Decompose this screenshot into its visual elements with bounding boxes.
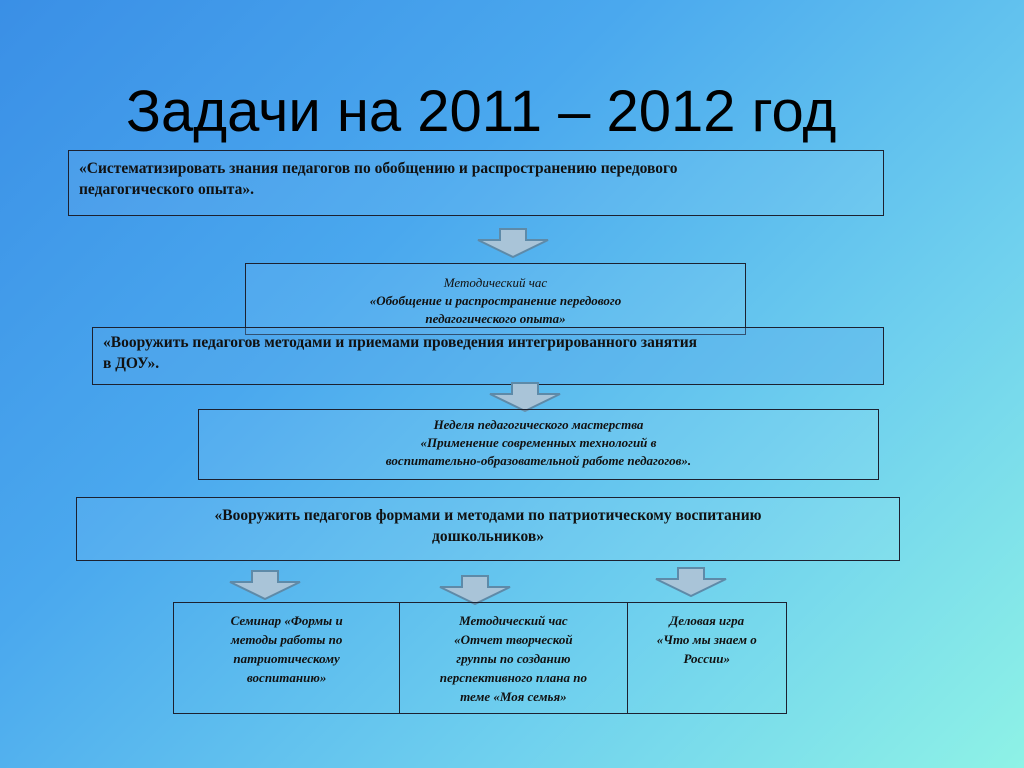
down-arrow-icon (438, 575, 512, 605)
down-arrow-icon (228, 570, 302, 600)
cell-line: теме «Моя семья» (460, 689, 567, 704)
event-box-2 (198, 409, 879, 480)
event-1-line-2: «Обобщение и распространение передового (369, 293, 622, 308)
cell-line: Деловая игра (669, 613, 745, 628)
event-1-line-3: педагогического опыта» (425, 311, 566, 326)
event-2-line-3: воспитательно-образовательной работе педагогов». (385, 453, 692, 468)
event-1-line-1: Методический час (443, 275, 548, 290)
cell-line: воспитанию» (246, 670, 327, 685)
task-box-3 (76, 497, 900, 561)
task-2-line-2: в ДОУ». (103, 355, 160, 372)
task-box-1 (68, 150, 884, 216)
event-cell-seminar (174, 603, 400, 713)
cell-line: России» (683, 651, 730, 666)
event-cell-method-hour (400, 603, 627, 713)
event-2-line-2: «Применение современных технологий в (420, 435, 657, 450)
cell-line: «Что мы знаем о (656, 632, 757, 647)
cell-line: Методический час (459, 613, 568, 628)
cell-line: Семинар «Формы и (230, 613, 343, 628)
down-arrow-icon (476, 228, 550, 258)
task-1-line-2: педагогического опыта». (79, 181, 254, 198)
slide-title: Задачи на 2011 – 2012 год (126, 79, 837, 144)
task-3-line-2: дошкольников» (432, 528, 544, 545)
cell-line: патриотическому (233, 651, 340, 666)
task-1-line-1: «Систематизировать знания педагогов по обобщению и распространению передового (79, 160, 678, 177)
event-box-1 (245, 263, 746, 335)
cell-line: группы по созданию (456, 651, 571, 666)
cell-line: перспективного плана по (439, 670, 587, 685)
down-arrow-icon (654, 567, 728, 597)
task-box-2 (92, 327, 884, 385)
events-table (173, 602, 787, 714)
event-2-line-1: Неделя педагогического мастерства (433, 417, 644, 432)
cell-line: методы работы по (230, 632, 343, 647)
task-3-line-1: «Вооружить педагогов формами и методами по патриотическому воспитанию (214, 507, 762, 524)
event-cell-business-game (628, 603, 786, 713)
cell-line: «Отчет творческой (454, 632, 573, 647)
down-arrow-icon (488, 382, 562, 412)
task-2-line-1: «Вооружить педагогов методами и приемами проведения интегрированного занятия (103, 334, 698, 351)
